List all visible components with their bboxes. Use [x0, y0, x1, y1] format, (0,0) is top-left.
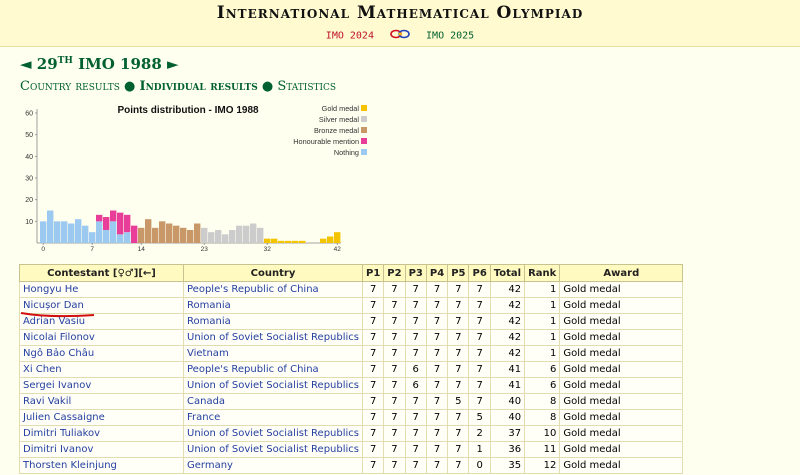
total-score: 37: [490, 426, 524, 442]
p6-score: 7: [469, 378, 490, 394]
nav-separator: ●: [261, 79, 274, 94]
p4-score: 7: [426, 410, 447, 426]
contestant-name[interactable]: Julien Cassaigne: [20, 410, 184, 426]
bar-nothing: [47, 211, 53, 244]
total-score: 42: [490, 282, 524, 298]
contestant-header[interactable]: Contestant [♀♂][←]: [20, 265, 184, 282]
results-navigation: [20, 79, 336, 94]
total-header[interactable]: Total: [490, 265, 524, 282]
contestant-country[interactable]: Union of Soviet Socialist Republics: [184, 426, 363, 442]
contestant-name[interactable]: Ravi Vakil: [20, 394, 184, 410]
nav-country-results[interactable]: Country results: [20, 79, 120, 94]
rank-value: 1: [525, 330, 560, 346]
contestant-sort-tools[interactable]: [♀♂][←]: [112, 267, 156, 279]
p5-score: 5: [448, 394, 469, 410]
chart-title: Points distribution - IMO 1988: [117, 105, 259, 116]
bar-nothing: [110, 221, 116, 243]
bar-nothing: [89, 232, 95, 243]
p1-score: 7: [363, 394, 384, 410]
x-tick-label: 7: [90, 246, 95, 253]
p3-score: 6: [405, 378, 426, 394]
p4-header[interactable]: P4: [426, 265, 447, 282]
p6-score: 7: [469, 282, 490, 298]
contestant-name[interactable]: Nicolai Filonov: [20, 330, 184, 346]
table-row: [20, 426, 683, 442]
award-value: Gold medal: [560, 282, 683, 298]
total-score: 36: [490, 442, 524, 458]
bar-bronze-medal: [173, 226, 179, 243]
p1-score: 7: [363, 378, 384, 394]
p4-score: 7: [426, 394, 447, 410]
y-tick-label: 50: [25, 132, 33, 140]
p3-score: 7: [405, 426, 426, 442]
p4-score: 7: [426, 330, 447, 346]
x-tick-label: 32: [263, 246, 271, 253]
total-score: 35: [490, 458, 524, 474]
p2-score: 7: [384, 458, 405, 474]
next-year-arrow-icon[interactable]: ►: [167, 55, 179, 73]
bar-nothing: [82, 226, 88, 243]
p4-score: 7: [426, 282, 447, 298]
p3-score: 6: [405, 362, 426, 378]
table-row: [20, 410, 683, 426]
total-score: 41: [490, 378, 524, 394]
p4-score: 7: [426, 362, 447, 378]
rank-value: 1: [525, 346, 560, 362]
legend-swatch: [361, 105, 367, 111]
results-table-body: [20, 282, 683, 474]
bar-silver-medal: [257, 228, 263, 243]
p3-score: 7: [405, 394, 426, 410]
award-value: Gold medal: [560, 314, 683, 330]
contestant-name[interactable]: Dimitri Ivanov: [20, 442, 184, 458]
p2-score: 7: [384, 426, 405, 442]
legend-label: Gold medal: [321, 104, 359, 113]
rank-header[interactable]: Rank: [525, 265, 560, 282]
legend-swatch: [361, 116, 367, 122]
bar-gold-medal: [299, 241, 305, 243]
p1-score: 7: [363, 362, 384, 378]
rank-value: 1: [525, 282, 560, 298]
p3-score: 7: [405, 442, 426, 458]
legend-swatch: [361, 127, 367, 133]
bar-gold-medal: [334, 232, 340, 243]
p4-score: 7: [426, 442, 447, 458]
x-tick-label: 23: [200, 246, 208, 253]
bar-bronze-medal: [166, 224, 172, 244]
total-score: 42: [490, 346, 524, 362]
p2-score: 7: [384, 410, 405, 426]
contestant-name[interactable]: Sergei Ivanov: [20, 378, 184, 394]
table-row: [20, 330, 683, 346]
table-row: [20, 442, 683, 458]
bar-honourable-mention: [103, 217, 109, 230]
bar-silver-medal: [215, 230, 221, 243]
table-row: [20, 458, 683, 474]
bar-silver-medal: [243, 226, 249, 243]
contestant-country[interactable]: People's Republic of China: [184, 362, 363, 378]
p1-score: 7: [363, 314, 384, 330]
edition-links: [0, 29, 800, 42]
p4-score: 7: [426, 298, 447, 314]
p3-score: 7: [405, 330, 426, 346]
p2-score: 7: [384, 298, 405, 314]
ordinal-number: 29: [36, 55, 58, 73]
p2-score: 7: [384, 314, 405, 330]
p2-score: 7: [384, 378, 405, 394]
y-tick-label: 30: [25, 175, 33, 183]
award-value: Gold medal: [560, 410, 683, 426]
site-title[interactable]: International Mathematical Olympiad: [216, 3, 584, 23]
bar-nothing: [96, 221, 102, 243]
total-score: 40: [490, 394, 524, 410]
contestant-name[interactable]: Adrian Vasiu: [20, 314, 184, 330]
p3-header[interactable]: P3: [405, 265, 426, 282]
y-tick-label: 40: [25, 153, 33, 161]
p6-score: 7: [469, 330, 490, 346]
imo-logo-icon[interactable]: [390, 29, 410, 42]
table-row: [20, 362, 683, 378]
contestant-name[interactable]: Xi Chen: [20, 362, 184, 378]
p2-score: 7: [384, 282, 405, 298]
p5-score: 7: [448, 378, 469, 394]
p1-score: 7: [363, 458, 384, 474]
bar-silver-medal: [208, 232, 214, 243]
nav-individual-results[interactable]: Individual results: [139, 79, 258, 94]
total-score: 40: [490, 410, 524, 426]
rank-value: 1: [525, 314, 560, 330]
contestant-country[interactable]: Germany: [184, 458, 363, 474]
p5-score: 7: [448, 442, 469, 458]
legend-label: Bronze medal: [313, 126, 359, 135]
bar-gold-medal: [285, 241, 291, 243]
table-row: [20, 298, 683, 314]
bar-nothing: [54, 221, 60, 243]
p6-score: 1: [469, 442, 490, 458]
results-table: [19, 264, 683, 474]
ordinal-suffix: TH: [57, 56, 73, 66]
legend-swatch: [361, 138, 367, 144]
contestant-country[interactable]: Union of Soviet Socialist Republics: [184, 330, 363, 346]
p3-score: 7: [405, 314, 426, 330]
headline-edition: IMO 1988: [78, 55, 162, 73]
award-value: Gold medal: [560, 362, 683, 378]
bar-nothing: [68, 224, 74, 244]
p6-score: 7: [469, 394, 490, 410]
p5-score: 7: [448, 410, 469, 426]
p2-header[interactable]: P2: [384, 265, 405, 282]
p1-score: 7: [363, 330, 384, 346]
award-value: Gold medal: [560, 298, 683, 314]
bar-silver-medal: [201, 228, 207, 243]
bar-gold-medal: [278, 241, 284, 243]
bar-nothing: [103, 230, 109, 243]
points-distribution-chart: [18, 100, 373, 255]
bar-nothing: [75, 219, 81, 243]
p3-score: 7: [405, 458, 426, 474]
award-value: Gold medal: [560, 426, 683, 442]
contestant-country[interactable]: Union of Soviet Socialist Republics: [184, 378, 363, 394]
p5-score: 7: [448, 362, 469, 378]
award-value: Gold medal: [560, 378, 683, 394]
p6-score: 2: [469, 426, 490, 442]
p1-score: 7: [363, 442, 384, 458]
p1-header[interactable]: P1: [363, 265, 384, 282]
p2-score: 7: [384, 346, 405, 362]
contestant-name[interactable]: Ngô Bảo Châu: [20, 346, 184, 362]
contestant-country[interactable]: Romania: [184, 298, 363, 314]
contestant-country[interactable]: Canada: [184, 394, 363, 410]
table-row: [20, 314, 683, 330]
p1-score: 7: [363, 410, 384, 426]
bar-nothing: [61, 221, 67, 243]
rank-value: 6: [525, 378, 560, 394]
table-row: [20, 346, 683, 362]
previous-year-arrow-icon[interactable]: ◄: [20, 55, 32, 73]
bar-gold-medal: [327, 237, 333, 244]
bar-nothing: [124, 232, 130, 243]
bar-bronze-medal: [194, 224, 200, 244]
p4-score: 7: [426, 458, 447, 474]
p6-score: 7: [469, 298, 490, 314]
x-tick-label: 0: [41, 246, 46, 253]
contestant-country[interactable]: Union of Soviet Socialist Republics: [184, 442, 363, 458]
contestant-name[interactable]: Dimitri Tuliakov: [20, 426, 184, 442]
total-score: 42: [490, 298, 524, 314]
contestant-name[interactable]: Thorsten Kleinjung: [20, 458, 184, 474]
p5-score: 7: [448, 426, 469, 442]
award-value: Gold medal: [560, 458, 683, 474]
p1-score: 7: [363, 298, 384, 314]
x-tick-label: 42: [333, 246, 341, 253]
award-value: Gold medal: [560, 330, 683, 346]
bar-silver-medal: [229, 230, 235, 243]
contestant-country[interactable]: France: [184, 410, 363, 426]
bar-honourable-mention: [96, 215, 102, 222]
p5-score: 7: [448, 314, 469, 330]
bar-bronze-medal: [159, 221, 165, 243]
p1-score: 7: [363, 426, 384, 442]
contestant-country[interactable]: Vietnam: [184, 346, 363, 362]
country-header[interactable]: Country: [184, 265, 363, 282]
p2-score: 7: [384, 362, 405, 378]
table-row: [20, 378, 683, 394]
legend-label: Honourable mention: [293, 137, 359, 146]
p5-score: 7: [448, 458, 469, 474]
p6-score: 5: [469, 410, 490, 426]
rank-value: 12: [525, 458, 560, 474]
p3-score: 7: [405, 346, 426, 362]
x-tick-label: 14: [137, 246, 145, 253]
legend-swatch: [361, 149, 367, 155]
table-row: [20, 282, 683, 298]
bar-bronze-medal: [187, 230, 193, 243]
nav-separator: ●: [124, 79, 136, 94]
bar-silver-medal: [222, 234, 228, 243]
page-title: [20, 55, 179, 73]
bar-gold-medal: [271, 239, 277, 243]
y-tick-label: 60: [25, 110, 33, 118]
p2-score: 7: [384, 330, 405, 346]
award-header[interactable]: Award: [560, 265, 683, 282]
bar-silver-medal: [236, 226, 242, 243]
bar-silver-medal: [250, 224, 256, 244]
next-edition-link[interactable]: IMO 2025: [426, 30, 475, 42]
p6-score: 7: [469, 362, 490, 378]
rank-value: 6: [525, 362, 560, 378]
total-score: 42: [490, 330, 524, 346]
p5-score: 7: [448, 346, 469, 362]
p5-header[interactable]: P5: [448, 265, 469, 282]
rank-value: 8: [525, 410, 560, 426]
p4-score: 7: [426, 346, 447, 362]
p6-header[interactable]: P6: [469, 265, 490, 282]
p3-score: 7: [405, 298, 426, 314]
bar-bronze-medal: [180, 228, 186, 243]
award-value: Gold medal: [560, 394, 683, 410]
contestant-country[interactable]: People's Republic of China: [184, 282, 363, 298]
bar-gold-medal: [320, 239, 326, 243]
bar-honourable-mention: [124, 215, 130, 232]
p1-score: 7: [363, 282, 384, 298]
bar-bronze-medal: [152, 228, 158, 243]
p3-score: 7: [405, 410, 426, 426]
p1-score: 7: [363, 346, 384, 362]
p5-score: 7: [448, 298, 469, 314]
p4-score: 7: [426, 314, 447, 330]
legend-label: Silver medal: [318, 115, 359, 124]
bar-honourable-mention: [131, 226, 137, 243]
award-value: Gold medal: [560, 346, 683, 362]
bar-nothing: [117, 234, 123, 243]
p6-score: 0: [469, 458, 490, 474]
p5-score: 7: [448, 282, 469, 298]
red-underline-annotation: [20, 310, 100, 320]
table-header-row: [20, 265, 683, 282]
bar-bronze-medal: [138, 228, 144, 243]
y-tick-label: 20: [25, 197, 33, 205]
contestant-country[interactable]: Romania: [184, 314, 363, 330]
p6-score: 7: [469, 314, 490, 330]
contestant-name[interactable]: Nicușor Dan: [20, 298, 184, 314]
award-value: Gold medal: [560, 442, 683, 458]
rank-value: 10: [525, 426, 560, 442]
rank-value: 11: [525, 442, 560, 458]
p6-score: 7: [469, 346, 490, 362]
bar-honourable-mention: [110, 211, 116, 222]
bar-gold-medal: [292, 241, 298, 243]
total-score: 42: [490, 314, 524, 330]
bar-gold-medal: [264, 239, 270, 243]
p5-score: 7: [448, 330, 469, 346]
rank-value: 8: [525, 394, 560, 410]
bar-bronze-medal: [145, 219, 151, 243]
total-score: 41: [490, 362, 524, 378]
bar-nothing: [40, 221, 46, 243]
table-row: [20, 394, 683, 410]
prev-edition-link[interactable]: IMO 2024: [325, 30, 374, 42]
y-tick-label: 10: [25, 218, 33, 226]
legend-label: Nothing: [333, 148, 359, 157]
bar-honourable-mention: [117, 213, 123, 235]
p2-score: 7: [384, 394, 405, 410]
p4-score: 7: [426, 378, 447, 394]
p3-score: 7: [405, 282, 426, 298]
contestant-name[interactable]: Hongyu He: [20, 282, 184, 298]
nav-statistics[interactable]: Statistics: [277, 79, 337, 94]
site-header: [0, 0, 800, 47]
p4-score: 7: [426, 426, 447, 442]
p2-score: 7: [384, 442, 405, 458]
rank-value: 1: [525, 298, 560, 314]
